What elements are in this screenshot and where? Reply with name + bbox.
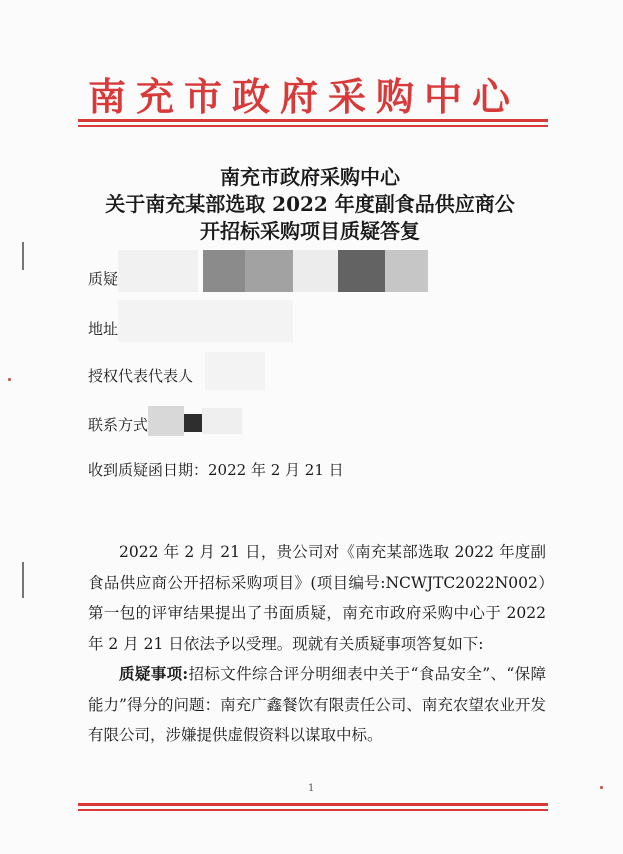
letterhead-title: 南充市政府采购中心 xyxy=(88,75,521,119)
document-title xyxy=(60,164,560,245)
scan-edge-mark xyxy=(22,562,24,598)
scan-edge-mark xyxy=(22,242,24,270)
footer-rule-thin xyxy=(78,809,548,811)
title-line-2: 关于南充某部选取 2022 年度副食品供应商公 xyxy=(105,192,515,216)
scan-speck xyxy=(600,786,603,789)
redaction-block xyxy=(148,406,184,436)
field-representative-label: 授权代表代表人 xyxy=(88,367,194,385)
letterhead-rule-thick xyxy=(78,119,548,122)
field-address-label: 地址 xyxy=(88,320,119,338)
redaction-block xyxy=(385,250,428,292)
letterhead-rule-thin xyxy=(78,125,548,127)
redaction-block xyxy=(245,250,293,292)
redaction-block xyxy=(205,352,265,390)
scan-speck xyxy=(8,378,11,381)
redaction-block xyxy=(118,300,293,342)
redaction-block xyxy=(203,250,245,292)
issue-text: 招标文件综合评分明细表中关于“食品安全”、“保障能力”得分的问题：南充广鑫餐饮有限责任公司、南充农望农业开发有限公司，涉嫌提供虚假资料以谋取中标。 xyxy=(88,665,546,744)
redaction-block xyxy=(118,250,198,292)
redaction-block xyxy=(202,408,242,434)
body-text xyxy=(88,537,546,751)
title-line-1: 南充市政府采购中心 xyxy=(220,165,400,189)
redaction-block xyxy=(338,250,385,292)
footer-rule-thick xyxy=(78,803,548,806)
page-number: 1 xyxy=(308,783,315,794)
redaction-block xyxy=(293,250,338,292)
issue-label: 质疑事项: xyxy=(119,664,189,683)
field-challenger-label: 质疑 xyxy=(88,270,119,288)
field-received-date: 收到质疑函日期：2022 年 2 月 21 日 xyxy=(88,461,344,479)
body-paragraph-2 xyxy=(88,659,546,751)
field-contact-label: 联系方式 xyxy=(88,416,149,434)
redaction-block xyxy=(184,414,202,432)
body-paragraph-1: 2022 年 2 月 21 日，贵公司对《南充某部选取 2022 年度副食品供应商公开招标采购项目》(项目编号:NCWJTC2022N002）第一包的评审结果提出了书面质疑，南充市政府采购中心于 2022 年 2 月 21 日依法予以受理。现就有关质疑事项答复如下: xyxy=(88,543,546,653)
title-line-3: 开招标采购项目质疑答复 xyxy=(200,219,420,243)
